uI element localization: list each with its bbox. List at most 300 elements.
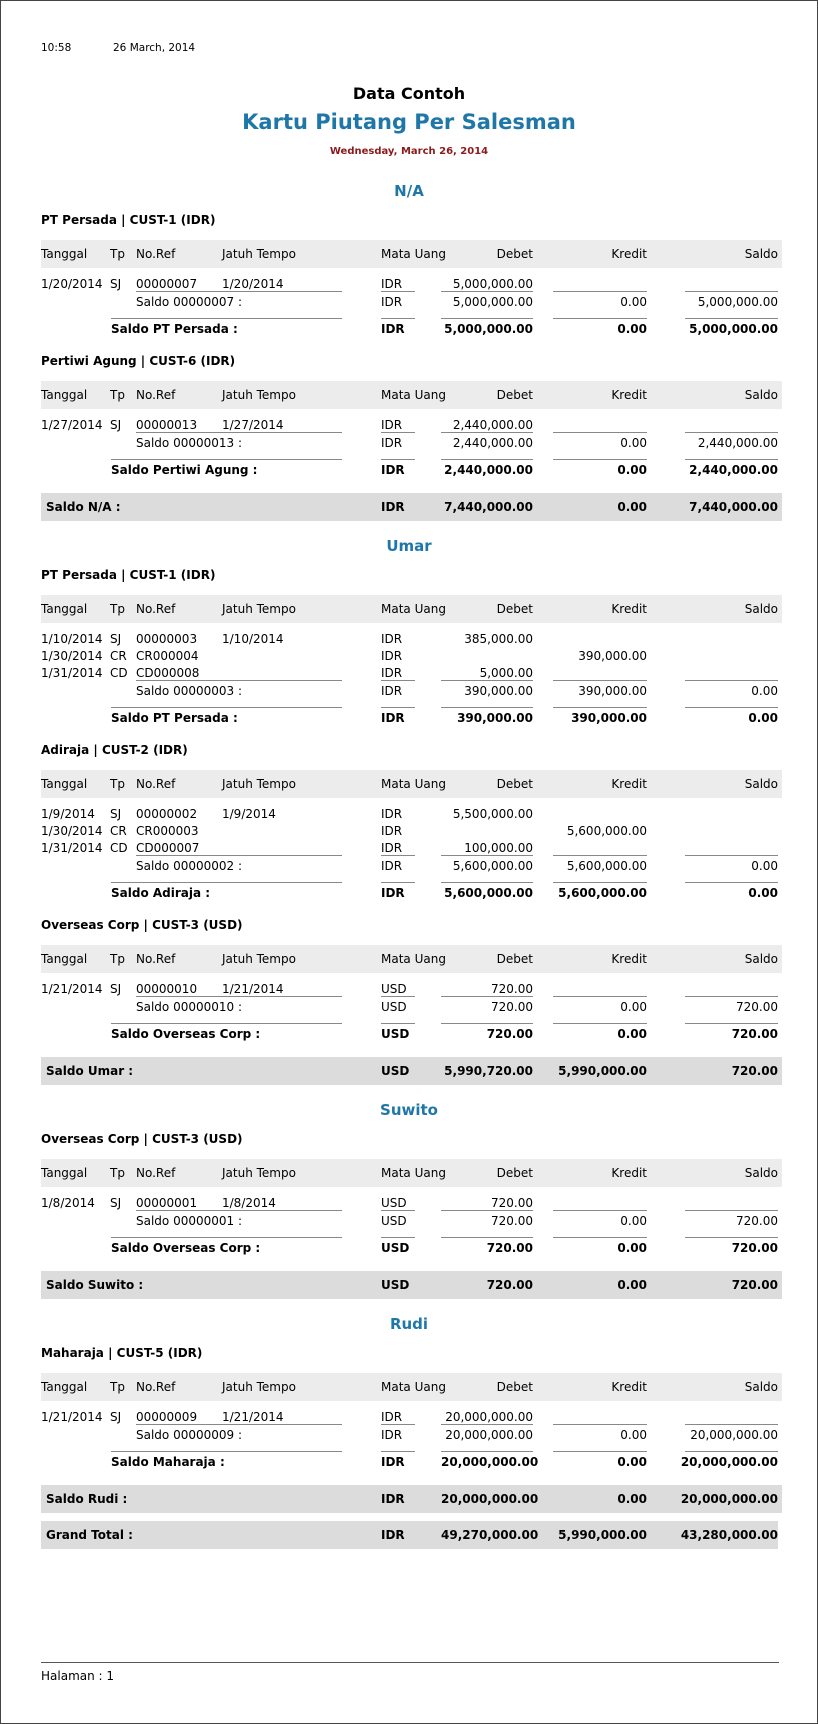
- table-cell-jatuh: 1/8/2014: [222, 1196, 276, 1210]
- customer-total-label: Saldo Pertiwi Agung :: [111, 463, 258, 477]
- customer-total-currency: USD: [381, 1241, 410, 1255]
- customer-total-debet: 2,440,000.00: [444, 463, 533, 477]
- column-header-saldo: Saldo: [744, 1380, 778, 1394]
- column-header-tp: Tp: [110, 952, 125, 966]
- table-cell-noref: CD000007: [136, 841, 200, 855]
- column-header-kredit: Kredit: [611, 1380, 647, 1394]
- table-cell-jatuh: 1/21/2014: [222, 982, 284, 996]
- customer-total-currency: IDR: [381, 322, 405, 336]
- column-header-kredit: Kredit: [611, 247, 647, 261]
- table-cell-debet: 385,000.00: [464, 632, 533, 646]
- kredit-underline: [553, 680, 647, 681]
- salesman-heading: Suwito: [380, 1101, 438, 1119]
- ref-subtotal-kredit: 0.00: [620, 295, 647, 309]
- table-cell-jatuh: 1/21/2014: [222, 1410, 284, 1424]
- column-header-tanggal: Tanggal: [41, 952, 88, 966]
- customer-title: Adiraja | CUST-2 (IDR): [41, 743, 188, 757]
- saldo-underline: [685, 996, 778, 997]
- column-header-saldo: Saldo: [744, 388, 778, 402]
- column-header-jatuh: Jatuh Tempo: [222, 247, 296, 261]
- debet-underline: [441, 1023, 533, 1024]
- column-header-tanggal: Tanggal: [41, 1380, 88, 1394]
- customer-total-kredit: 0.00: [617, 322, 647, 336]
- column-header-debet: Debet: [496, 952, 533, 966]
- ref-subtotal-kredit: 5,600,000.00: [566, 859, 647, 873]
- customer-total-label: Saldo PT Persada :: [111, 711, 238, 725]
- debet-underline: [441, 1237, 533, 1238]
- customer-total-saldo: 0.00: [748, 711, 778, 725]
- salesman-total-currency: IDR: [381, 1492, 405, 1506]
- salesman-total-debet: 720.00: [486, 1278, 533, 1292]
- saldo-underline: [685, 318, 778, 319]
- table-cell-noref: 00000009: [136, 1410, 198, 1424]
- ref-subtotal-currency: IDR: [381, 684, 403, 698]
- column-header-jatuh: Jatuh Tempo: [222, 388, 296, 402]
- ref-underline: [136, 855, 342, 856]
- kredit-underline: [553, 882, 647, 883]
- ref-underline: [136, 680, 342, 681]
- table-cell-tp: SJ: [110, 632, 122, 646]
- currency-underline: [381, 432, 415, 433]
- debet-underline: [441, 680, 533, 681]
- report-subtitle: Wednesday, March 26, 2014: [329, 146, 489, 157]
- salesman-total-label: Saldo Umar :: [46, 1064, 134, 1078]
- table-cell-mata: IDR: [381, 632, 403, 646]
- table-cell-mata: IDR: [381, 824, 403, 838]
- table-cell-mata: IDR: [381, 418, 403, 432]
- customer-total-kredit: 0.00: [617, 1455, 647, 1469]
- column-header-debet: Debet: [496, 1380, 533, 1394]
- column-header-mata: Mata Uang: [381, 777, 446, 791]
- customer-total-kredit: 0.00: [617, 1027, 647, 1041]
- table-cell-jatuh: 1/9/2014: [222, 807, 276, 821]
- column-header-noref: No.Ref: [136, 602, 176, 616]
- ref-subtotal-kredit: 390,000.00: [578, 684, 647, 698]
- grand-total-label: Grand Total :: [46, 1528, 133, 1542]
- print-date: 26 March, 2014: [113, 42, 196, 54]
- currency-underline: [381, 459, 415, 460]
- table-cell-debet: 5,000,000.00: [452, 277, 533, 291]
- column-header-tanggal: Tanggal: [41, 602, 88, 616]
- column-header-noref: No.Ref: [136, 777, 176, 791]
- column-header-tp: Tp: [110, 388, 125, 402]
- salesman-total-debet: 20,000,000.00: [441, 1492, 539, 1506]
- column-header-mata: Mata Uang: [381, 1166, 446, 1180]
- customer-total-saldo: 720.00: [731, 1027, 778, 1041]
- customer-title: Overseas Corp | CUST-3 (USD): [41, 918, 243, 932]
- ref-subtotal-debet: 20,000,000.00: [445, 1428, 533, 1442]
- currency-underline: [381, 1210, 415, 1211]
- currency-underline: [381, 291, 415, 292]
- ref-subtotal-kredit: 0.00: [620, 436, 647, 450]
- table-cell-noref: 00000001: [136, 1196, 198, 1210]
- kredit-underline: [553, 1451, 647, 1452]
- column-header-debet: Debet: [496, 1166, 533, 1180]
- kredit-underline: [553, 1237, 647, 1238]
- customer-total-currency: IDR: [381, 886, 405, 900]
- salesman-total-currency: USD: [381, 1278, 410, 1292]
- debet-underline: [441, 432, 533, 433]
- table-cell-debet: 20,000,000.00: [445, 1410, 533, 1424]
- ref-subtotal-saldo: 5,000,000.00: [697, 295, 778, 309]
- salesman-heading: N/A: [394, 182, 424, 200]
- customer-total-label: Saldo Adiraja :: [111, 886, 211, 900]
- kredit-underline: [553, 291, 647, 292]
- table-cell-mata: USD: [381, 1196, 407, 1210]
- ref-subtotal-label: Saldo 00000009 :: [136, 1428, 243, 1442]
- ref-subtotal-currency: USD: [381, 1000, 407, 1014]
- salesman-total-currency: IDR: [381, 500, 405, 514]
- customer-total-debet: 5,000,000.00: [444, 322, 533, 336]
- table-cell-tanggal: 1/10/2014: [41, 632, 103, 646]
- debet-underline: [441, 1451, 533, 1452]
- ref-subtotal-debet: 720.00: [491, 1000, 533, 1014]
- company-name: Data Contoh: [352, 84, 466, 103]
- currency-underline: [381, 1023, 415, 1024]
- salesman-heading: Umar: [386, 537, 432, 555]
- salesman-total-saldo: 720.00: [731, 1278, 778, 1292]
- column-header-debet: Debet: [496, 388, 533, 402]
- customer-total-debet: 390,000.00: [457, 711, 533, 725]
- ref-underline: [136, 291, 342, 292]
- footer-divider: [41, 1662, 779, 1663]
- table-cell-tp: SJ: [110, 1410, 122, 1424]
- saldo-underline: [685, 855, 778, 856]
- customer-total-kredit: 5,600,000.00: [558, 886, 647, 900]
- ref-subtotal-label: Saldo 00000010 :: [136, 1000, 243, 1014]
- table-cell-debet: 720.00: [491, 1196, 533, 1210]
- column-header-jatuh: Jatuh Tempo: [222, 777, 296, 791]
- kredit-underline: [553, 996, 647, 997]
- customer-title: PT Persada | CUST-1 (IDR): [41, 568, 216, 582]
- column-header-debet: Debet: [496, 602, 533, 616]
- ref-subtotal-saldo: 20,000,000.00: [690, 1428, 778, 1442]
- ref-subtotal-kredit: 0.00: [620, 1000, 647, 1014]
- total-underline: [111, 318, 342, 319]
- ref-subtotal-kredit: 0.00: [620, 1428, 647, 1442]
- column-header-noref: No.Ref: [136, 1380, 176, 1394]
- ref-subtotal-saldo: 720.00: [736, 1214, 778, 1228]
- customer-total-kredit: 390,000.00: [571, 711, 647, 725]
- customer-title: Pertiwi Agung | CUST-6 (IDR): [41, 354, 236, 368]
- print-time: 10:58: [41, 42, 72, 54]
- ref-subtotal-label: Saldo 00000002 :: [136, 859, 243, 873]
- saldo-underline: [685, 882, 778, 883]
- total-underline: [111, 882, 342, 883]
- total-underline: [111, 459, 342, 460]
- debet-underline: [441, 459, 533, 460]
- table-cell-debet: 100,000.00: [464, 841, 533, 855]
- column-header-saldo: Saldo: [744, 602, 778, 616]
- ref-subtotal-currency: IDR: [381, 859, 403, 873]
- column-header-tanggal: Tanggal: [41, 388, 88, 402]
- salesman-total-kredit: 0.00: [617, 1492, 647, 1506]
- customer-total-kredit: 0.00: [617, 1241, 647, 1255]
- currency-underline: [381, 1451, 415, 1452]
- column-header-tanggal: Tanggal: [41, 1166, 88, 1180]
- table-cell-kredit: 390,000.00: [578, 649, 647, 663]
- column-header-debet: Debet: [496, 777, 533, 791]
- salesman-total-saldo: 720.00: [731, 1064, 778, 1078]
- column-header-mata: Mata Uang: [381, 1380, 446, 1394]
- customer-total-currency: USD: [381, 1027, 410, 1041]
- ref-subtotal-saldo: 0.00: [751, 859, 778, 873]
- customer-total-saldo: 5,000,000.00: [689, 322, 778, 336]
- table-cell-tanggal: 1/31/2014: [41, 666, 103, 680]
- kredit-underline: [553, 1424, 647, 1425]
- report-title: Kartu Piutang Per Salesman: [242, 110, 576, 134]
- debet-underline: [441, 707, 533, 708]
- saldo-underline: [685, 432, 778, 433]
- customer-total-saldo: 2,440,000.00: [689, 463, 778, 477]
- salesman-total-label: Saldo Suwito :: [46, 1278, 144, 1292]
- total-underline: [111, 707, 342, 708]
- column-header-noref: No.Ref: [136, 388, 176, 402]
- ref-subtotal-currency: IDR: [381, 1428, 403, 1442]
- customer-total-debet: 720.00: [486, 1027, 533, 1041]
- column-header-saldo: Saldo: [744, 777, 778, 791]
- saldo-underline: [685, 1210, 778, 1211]
- table-cell-mata: USD: [381, 982, 407, 996]
- ref-underline: [136, 432, 342, 433]
- kredit-underline: [553, 1023, 647, 1024]
- customer-total-debet: 20,000,000.00: [441, 1455, 539, 1469]
- table-cell-noref: 00000010: [136, 982, 198, 996]
- debet-underline: [441, 882, 533, 883]
- table-cell-tanggal: 1/31/2014: [41, 841, 103, 855]
- salesman-total-currency: USD: [381, 1064, 410, 1078]
- ref-subtotal-label: Saldo 00000001 :: [136, 1214, 243, 1228]
- table-cell-debet: 720.00: [491, 982, 533, 996]
- page-number: Halaman : 1: [41, 1669, 115, 1683]
- ref-subtotal-label: Saldo 00000013 :: [136, 436, 243, 450]
- table-cell-tanggal: 1/30/2014: [41, 649, 103, 663]
- column-header-mata: Mata Uang: [381, 602, 446, 616]
- kredit-underline: [553, 855, 647, 856]
- table-cell-tp: CR: [110, 824, 127, 838]
- kredit-underline: [553, 432, 647, 433]
- customer-total-label: Saldo Overseas Corp :: [111, 1241, 261, 1255]
- debet-underline: [441, 1210, 533, 1211]
- ref-subtotal-currency: IDR: [381, 295, 403, 309]
- column-header-kredit: Kredit: [611, 777, 647, 791]
- total-underline: [111, 1023, 342, 1024]
- ref-subtotal-saldo: 720.00: [736, 1000, 778, 1014]
- table-cell-noref: 00000013: [136, 418, 198, 432]
- table-cell-tanggal: 1/30/2014: [41, 824, 103, 838]
- table-cell-jatuh: 1/27/2014: [222, 418, 284, 432]
- currency-underline: [381, 318, 415, 319]
- table-cell-tp: CR: [110, 649, 127, 663]
- table-cell-jatuh: 1/10/2014: [222, 632, 284, 646]
- saldo-underline: [685, 291, 778, 292]
- ref-subtotal-debet: 5,000,000.00: [452, 295, 533, 309]
- column-header-saldo: Saldo: [744, 247, 778, 261]
- grand-total-debet: 49,270,000.00: [441, 1528, 539, 1542]
- table-cell-tp: SJ: [110, 277, 122, 291]
- currency-underline: [381, 1424, 415, 1425]
- table-cell-noref: CR000004: [136, 649, 199, 663]
- table-cell-tanggal: 1/21/2014: [41, 982, 103, 996]
- table-cell-kredit: 5,600,000.00: [566, 824, 647, 838]
- customer-title: Overseas Corp | CUST-3 (USD): [41, 1132, 243, 1146]
- ref-subtotal-debet: 720.00: [491, 1214, 533, 1228]
- column-header-mata: Mata Uang: [381, 388, 446, 402]
- customer-total-debet: 720.00: [486, 1241, 533, 1255]
- customer-total-currency: IDR: [381, 1455, 405, 1469]
- salesman-total-label: Saldo N/A :: [46, 500, 121, 514]
- ref-subtotal-debet: 390,000.00: [464, 684, 533, 698]
- salesman-total-debet: 7,440,000.00: [444, 500, 533, 514]
- customer-total-debet: 5,600,000.00: [444, 886, 533, 900]
- currency-underline: [381, 1237, 415, 1238]
- ref-subtotal-kredit: 0.00: [620, 1214, 647, 1228]
- column-header-kredit: Kredit: [611, 1166, 647, 1180]
- grand-total-kredit: 5,990,000.00: [558, 1528, 647, 1542]
- column-header-jatuh: Jatuh Tempo: [222, 602, 296, 616]
- salesman-heading: Rudi: [389, 1315, 429, 1333]
- salesman-total-kredit: 0.00: [617, 500, 647, 514]
- saldo-underline: [685, 1237, 778, 1238]
- column-header-jatuh: Jatuh Tempo: [222, 1380, 296, 1394]
- customer-total-currency: IDR: [381, 463, 405, 477]
- debet-underline: [441, 318, 533, 319]
- ref-subtotal-currency: USD: [381, 1214, 407, 1228]
- table-cell-tp: CD: [110, 666, 128, 680]
- table-cell-noref: 00000003: [136, 632, 198, 646]
- ref-subtotal-saldo: 2,440,000.00: [697, 436, 778, 450]
- ref-subtotal-debet: 5,600,000.00: [452, 859, 533, 873]
- debet-underline: [441, 996, 533, 997]
- customer-total-saldo: 0.00: [748, 886, 778, 900]
- table-cell-mata: IDR: [381, 1410, 403, 1424]
- saldo-underline: [685, 459, 778, 460]
- salesman-total-debet: 5,990,720.00: [444, 1064, 533, 1078]
- column-header-saldo: Saldo: [744, 1166, 778, 1180]
- table-cell-mata: IDR: [381, 666, 403, 680]
- customer-total-currency: IDR: [381, 711, 405, 725]
- ref-subtotal-debet: 2,440,000.00: [452, 436, 533, 450]
- saldo-underline: [685, 1451, 778, 1452]
- column-header-tp: Tp: [110, 247, 125, 261]
- table-cell-debet: 5,000.00: [479, 666, 533, 680]
- ref-subtotal-currency: IDR: [381, 436, 403, 450]
- column-header-debet: Debet: [496, 247, 533, 261]
- debet-underline: [441, 291, 533, 292]
- table-cell-noref: 00000002: [136, 807, 198, 821]
- saldo-underline: [685, 707, 778, 708]
- kredit-underline: [553, 707, 647, 708]
- table-cell-mata: IDR: [381, 807, 403, 821]
- column-header-tp: Tp: [110, 1166, 125, 1180]
- salesman-total-saldo: 20,000,000.00: [680, 1492, 778, 1506]
- column-header-kredit: Kredit: [611, 388, 647, 402]
- salesman-total-label: Saldo Rudi :: [46, 1492, 128, 1506]
- saldo-underline: [685, 1424, 778, 1425]
- total-underline: [111, 1237, 342, 1238]
- currency-underline: [381, 707, 415, 708]
- grand-total-saldo: 43,280,000.00: [680, 1528, 778, 1542]
- total-underline: [111, 1451, 342, 1452]
- column-header-noref: No.Ref: [136, 1166, 176, 1180]
- kredit-underline: [553, 1210, 647, 1211]
- ref-subtotal-saldo: 0.00: [751, 684, 778, 698]
- currency-underline: [381, 996, 415, 997]
- column-header-jatuh: Jatuh Tempo: [222, 952, 296, 966]
- table-cell-tp: SJ: [110, 418, 122, 432]
- table-cell-jatuh: 1/20/2014: [222, 277, 284, 291]
- debet-underline: [441, 1424, 533, 1425]
- ref-underline: [136, 1210, 342, 1211]
- customer-total-saldo: 720.00: [731, 1241, 778, 1255]
- table-cell-debet: 5,500,000.00: [452, 807, 533, 821]
- customer-total-saldo: 20,000,000.00: [680, 1455, 778, 1469]
- column-header-saldo: Saldo: [744, 952, 778, 966]
- grand-total-currency: IDR: [381, 1528, 405, 1542]
- table-cell-mata: IDR: [381, 841, 403, 855]
- table-cell-mata: IDR: [381, 649, 403, 663]
- table-cell-noref: 00000007: [136, 277, 198, 291]
- table-cell-noref: CD000008: [136, 666, 200, 680]
- table-cell-tanggal: 1/9/2014: [41, 807, 95, 821]
- table-cell-mata: IDR: [381, 277, 403, 291]
- debet-underline: [441, 855, 533, 856]
- ref-underline: [136, 1424, 342, 1425]
- currency-underline: [381, 855, 415, 856]
- ref-underline: [136, 996, 342, 997]
- column-header-kredit: Kredit: [611, 602, 647, 616]
- column-header-noref: No.Ref: [136, 952, 176, 966]
- table-cell-tp: CD: [110, 841, 128, 855]
- table-cell-noref: CR000003: [136, 824, 199, 838]
- table-cell-tp: SJ: [110, 1196, 122, 1210]
- salesman-total-kredit: 0.00: [617, 1278, 647, 1292]
- saldo-underline: [685, 1023, 778, 1024]
- column-header-tanggal: Tanggal: [41, 777, 88, 791]
- column-header-jatuh: Jatuh Tempo: [222, 1166, 296, 1180]
- table-cell-tanggal: 1/21/2014: [41, 1410, 103, 1424]
- customer-total-label: Saldo Maharaja :: [111, 1455, 225, 1469]
- column-header-tp: Tp: [110, 777, 125, 791]
- table-cell-tp: SJ: [110, 982, 122, 996]
- customer-total-label: Saldo PT Persada :: [111, 322, 238, 336]
- table-cell-tp: SJ: [110, 807, 122, 821]
- customer-title: PT Persada | CUST-1 (IDR): [41, 213, 216, 227]
- kredit-underline: [553, 318, 647, 319]
- salesman-total-kredit: 5,990,000.00: [558, 1064, 647, 1078]
- column-header-mata: Mata Uang: [381, 247, 446, 261]
- customer-title: Maharaja | CUST-5 (IDR): [41, 1346, 203, 1360]
- kredit-underline: [553, 459, 647, 460]
- column-header-kredit: Kredit: [611, 952, 647, 966]
- ref-subtotal-label: Saldo 00000003 :: [136, 684, 243, 698]
- column-header-tp: Tp: [110, 1380, 125, 1394]
- ref-subtotal-label: Saldo 00000007 :: [136, 295, 243, 309]
- table-cell-tanggal: 1/8/2014: [41, 1196, 95, 1210]
- column-header-mata: Mata Uang: [381, 952, 446, 966]
- customer-total-label: Saldo Overseas Corp :: [111, 1027, 261, 1041]
- currency-underline: [381, 680, 415, 681]
- table-cell-debet: 2,440,000.00: [452, 418, 533, 432]
- saldo-underline: [685, 680, 778, 681]
- column-header-noref: No.Ref: [136, 247, 176, 261]
- table-cell-tanggal: 1/20/2014: [41, 277, 103, 291]
- currency-underline: [381, 882, 415, 883]
- customer-total-kredit: 0.00: [617, 463, 647, 477]
- column-header-tp: Tp: [110, 602, 125, 616]
- table-cell-tanggal: 1/27/2014: [41, 418, 103, 432]
- salesman-total-saldo: 7,440,000.00: [689, 500, 778, 514]
